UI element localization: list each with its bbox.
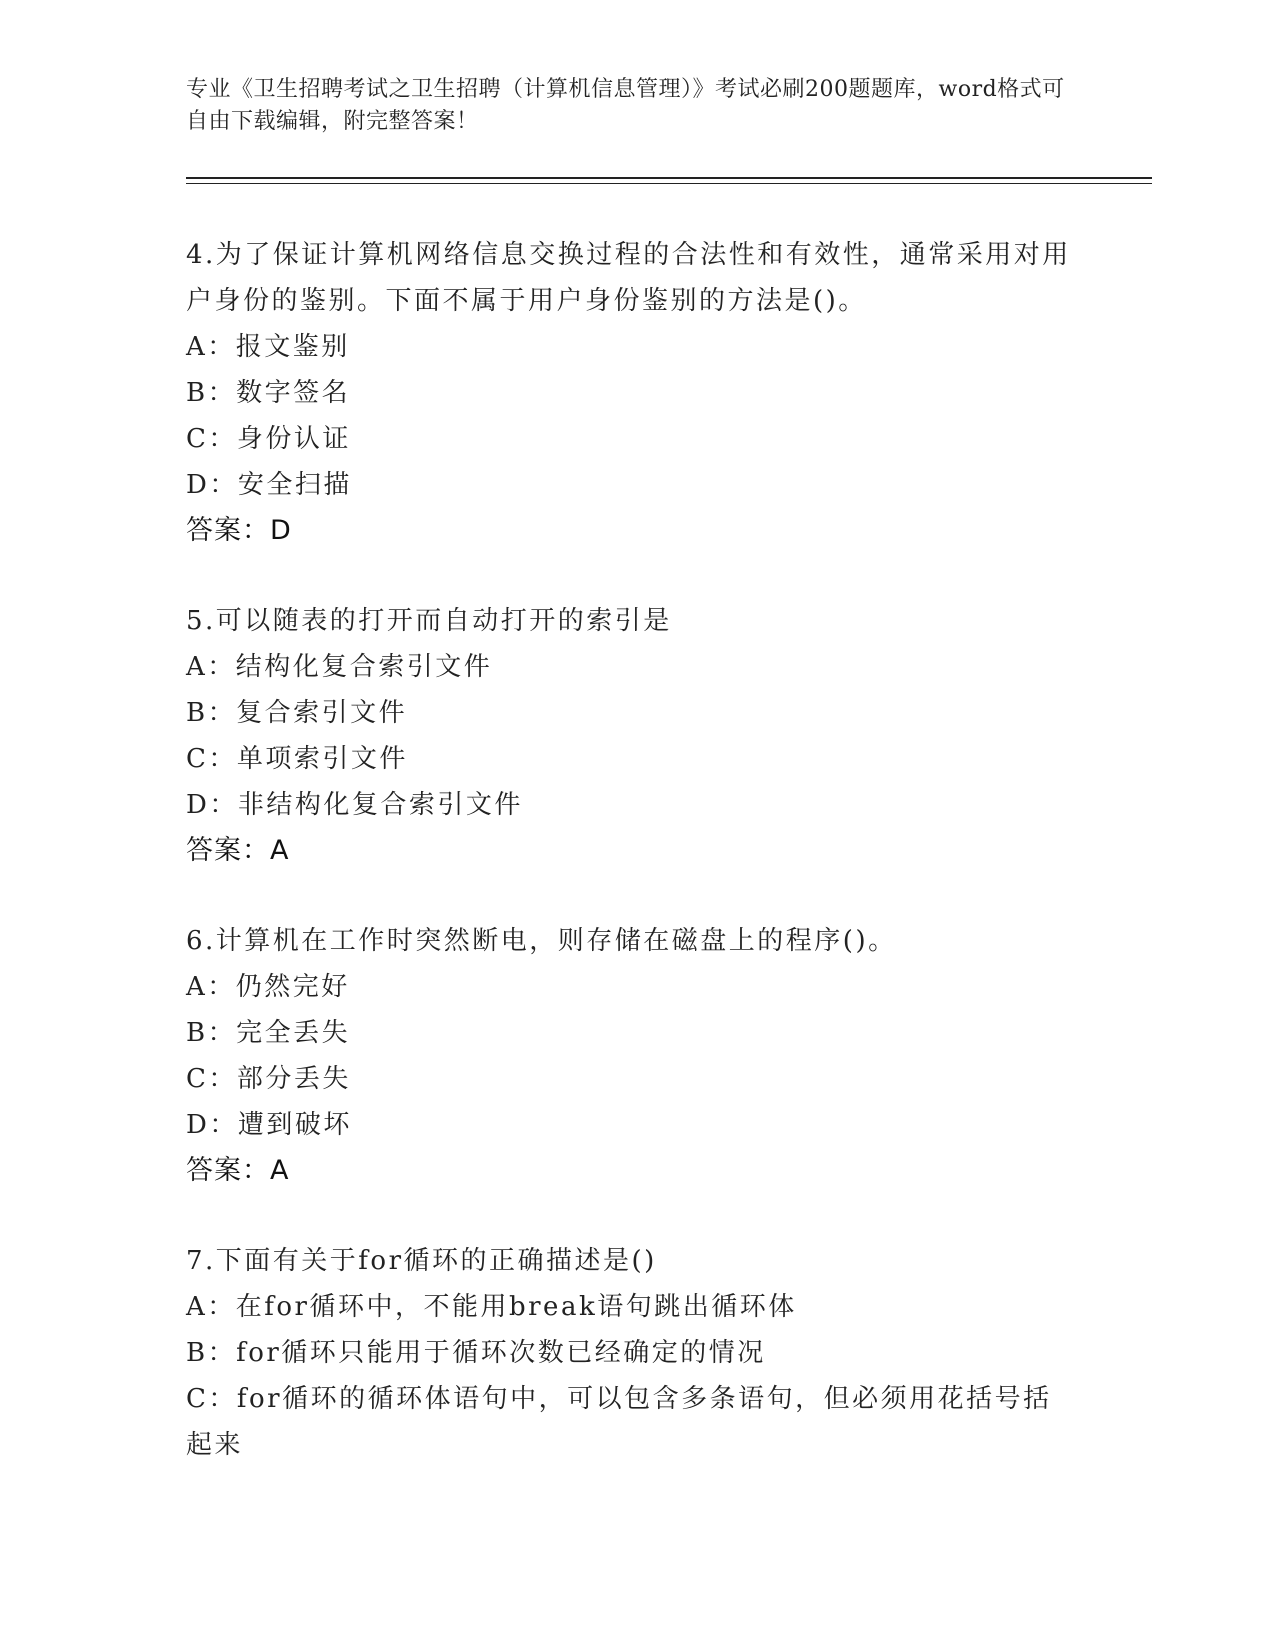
option-c: C：部分丢失	[186, 1064, 351, 1094]
option-b: B：for循环只能用于循环次数已经确定的情况	[186, 1338, 766, 1368]
question-stem: 6.计算机在工作时突然断电，则存储在磁盘上的程序()。	[186, 926, 897, 956]
question-list	[186, 232, 1076, 1512]
option-d: D：遭到破坏	[186, 1110, 352, 1140]
answer: 答案：A	[186, 835, 290, 866]
option-a: A：结构化复合索引文件	[186, 652, 493, 682]
answer: 答案：D	[186, 515, 292, 546]
question-7	[186, 1238, 1076, 1468]
answer: 答案：A	[186, 1155, 290, 1186]
option-a: A：在for循环中，不能用break语句跳出循环体	[186, 1292, 797, 1322]
question-5	[186, 598, 1076, 874]
question-6	[186, 918, 1076, 1194]
option-c: C：单项索引文件	[186, 744, 408, 774]
document-header: 专业《卫生招聘考试之卫生招聘（计算机信息管理）》考试必刷200题题库，word格式可自由下载编辑，附完整答案！	[186, 77, 1065, 134]
option-b: B：完全丢失	[186, 1018, 351, 1048]
question-stem: 5.可以随表的打开而自动打开的索引是	[186, 606, 672, 636]
question-stem: 7.下面有关于for循环的正确描述是()	[186, 1246, 657, 1276]
question-stem: 4.为了保证计算机网络信息交换过程的合法性和有效性，通常采用对用户身份的鉴别。下面不属于用户身份鉴别的方法是()。	[186, 240, 1071, 316]
option-b: B：数字签名	[186, 378, 351, 408]
header-divider-thin	[186, 183, 1152, 184]
option-a: A：仍然完好	[186, 972, 350, 1002]
option-d: D：安全扫描	[186, 470, 352, 500]
option-c: C：for循环的循环体语句中，可以包含多条语句，但必须用花括号括起来	[186, 1384, 1052, 1460]
option-d: D：非结构化复合索引文件	[186, 790, 523, 820]
question-4	[186, 232, 1076, 554]
option-c: C：身份认证	[186, 424, 351, 454]
header-divider-thick	[186, 177, 1152, 179]
option-b: B：复合索引文件	[186, 698, 408, 728]
option-a: A：报文鉴别	[186, 332, 350, 362]
